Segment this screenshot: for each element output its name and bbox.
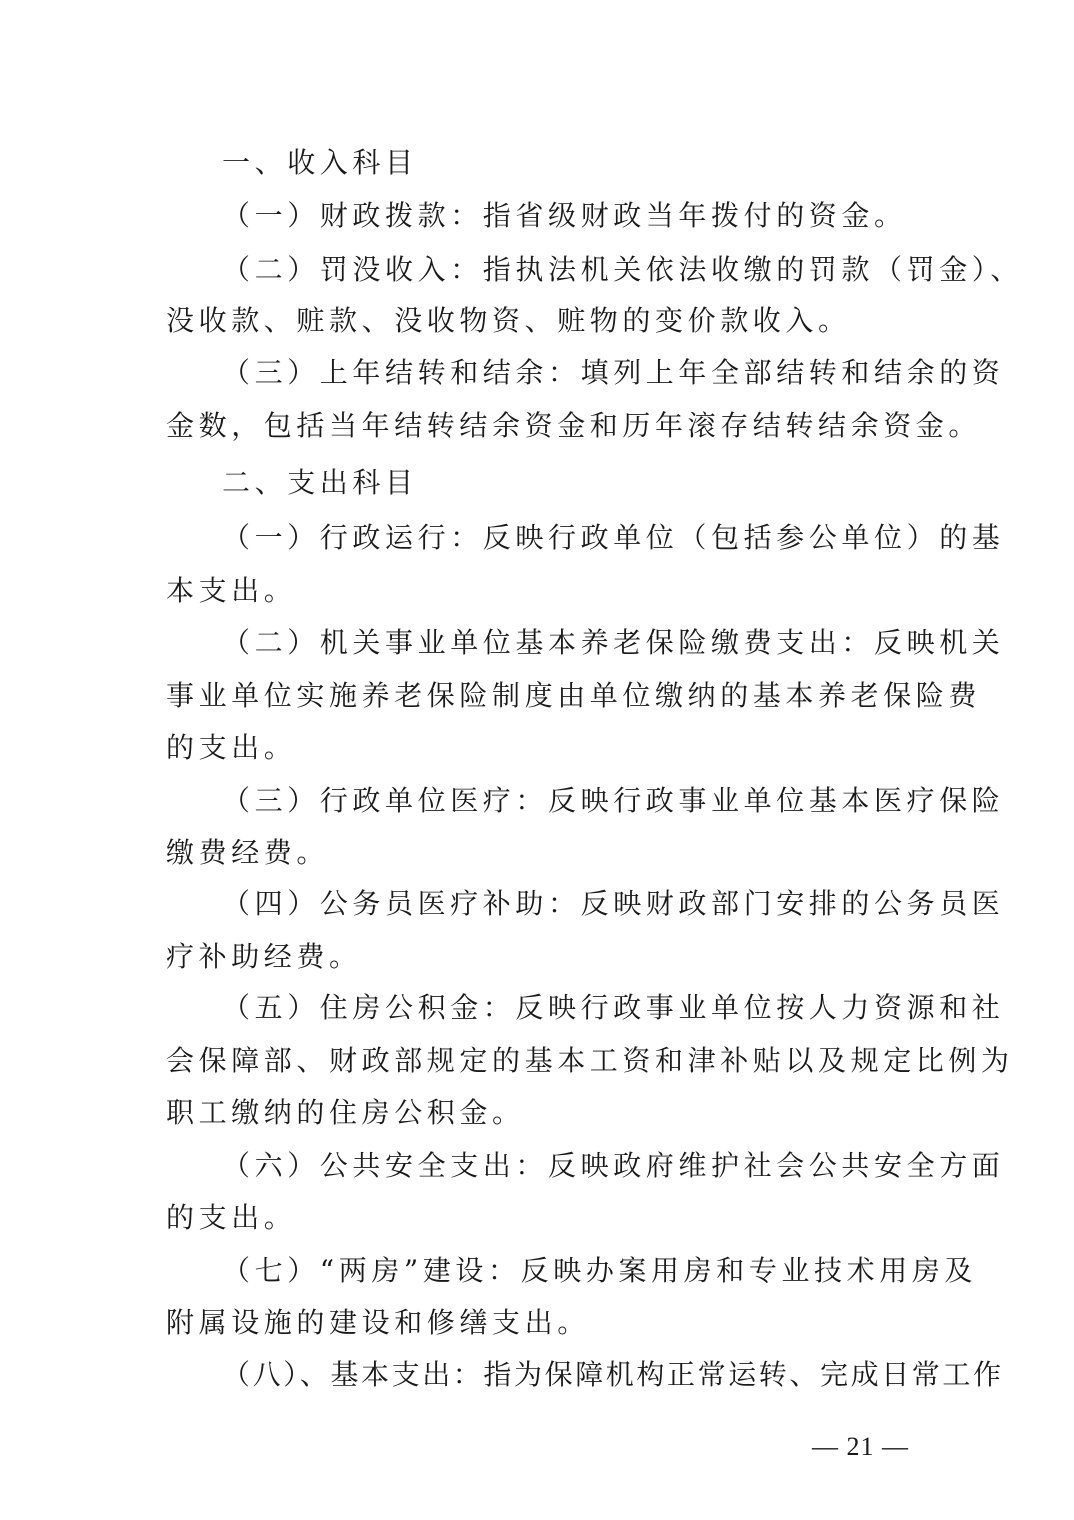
paragraph-line: （六）公共安全支出：反映政府维护社会公共安全方面	[222, 1149, 1005, 1182]
paragraph-line: （一）财政拨款：指省级财政当年拨付的资金。	[222, 199, 907, 232]
paragraph-line: （一）行政运行：反映行政单位（包括参公单位）的基	[222, 521, 1005, 554]
paragraph-line: 缴费经费。	[166, 836, 330, 869]
paragraph-line: 金数，包括当年结转结余资金和历年滚存结转结余资金。	[166, 409, 982, 442]
paragraph-line: 职工缴纳的住房公积金。	[166, 1096, 525, 1129]
section-heading-expenditure: 二、支出科目	[222, 466, 418, 499]
paragraph-line: （七）“两房”建设：反映办案用房和专业技术用房及	[222, 1254, 978, 1287]
paragraph-line: 附属设施的建设和修缮支出。	[166, 1306, 590, 1339]
paragraph-line: 的支出。	[166, 1201, 297, 1234]
paragraph-line: （二）机关事业单位基本养老保险缴费支出：反映机关	[222, 626, 1005, 659]
section-heading-income: 一、收入科目	[222, 146, 418, 179]
paragraph-line: 本支出。	[166, 574, 297, 607]
paragraph-line: （二）罚没收入：指执法机关依法收缴的罚款（罚金）、	[222, 253, 1024, 286]
paragraph-line: （三）上年结转和结余：填列上年全部结转和结余的资	[222, 356, 1005, 389]
paragraph-line: 疗补助经费。	[166, 940, 362, 973]
paragraph-line: 的支出。	[166, 731, 297, 764]
paragraph-line: （五）住房公积金：反映行政事业单位按人力资源和社	[222, 991, 1005, 1024]
paragraph-line: （三）行政单位医疗：反映行政事业单位基本医疗保险	[222, 784, 1005, 817]
paragraph-line: 会保障部、财政部规定的基本工资和津补贴以及规定比例为	[166, 1044, 1014, 1077]
paragraph-line: （八）、基本支出：指为保障机构正常运转、完成日常工作	[222, 1358, 1004, 1391]
page-number: — 21 —	[812, 1432, 909, 1461]
paragraph-line: （四）公务员医疗补助：反映财政部门安排的公务员医	[222, 887, 1005, 920]
paragraph-line: 没收款、赃款、没收物资、赃物的变价款收入。	[166, 304, 851, 337]
paragraph-line: 事业单位实施养老保险制度由单位缴纳的基本养老保险费	[166, 679, 982, 712]
